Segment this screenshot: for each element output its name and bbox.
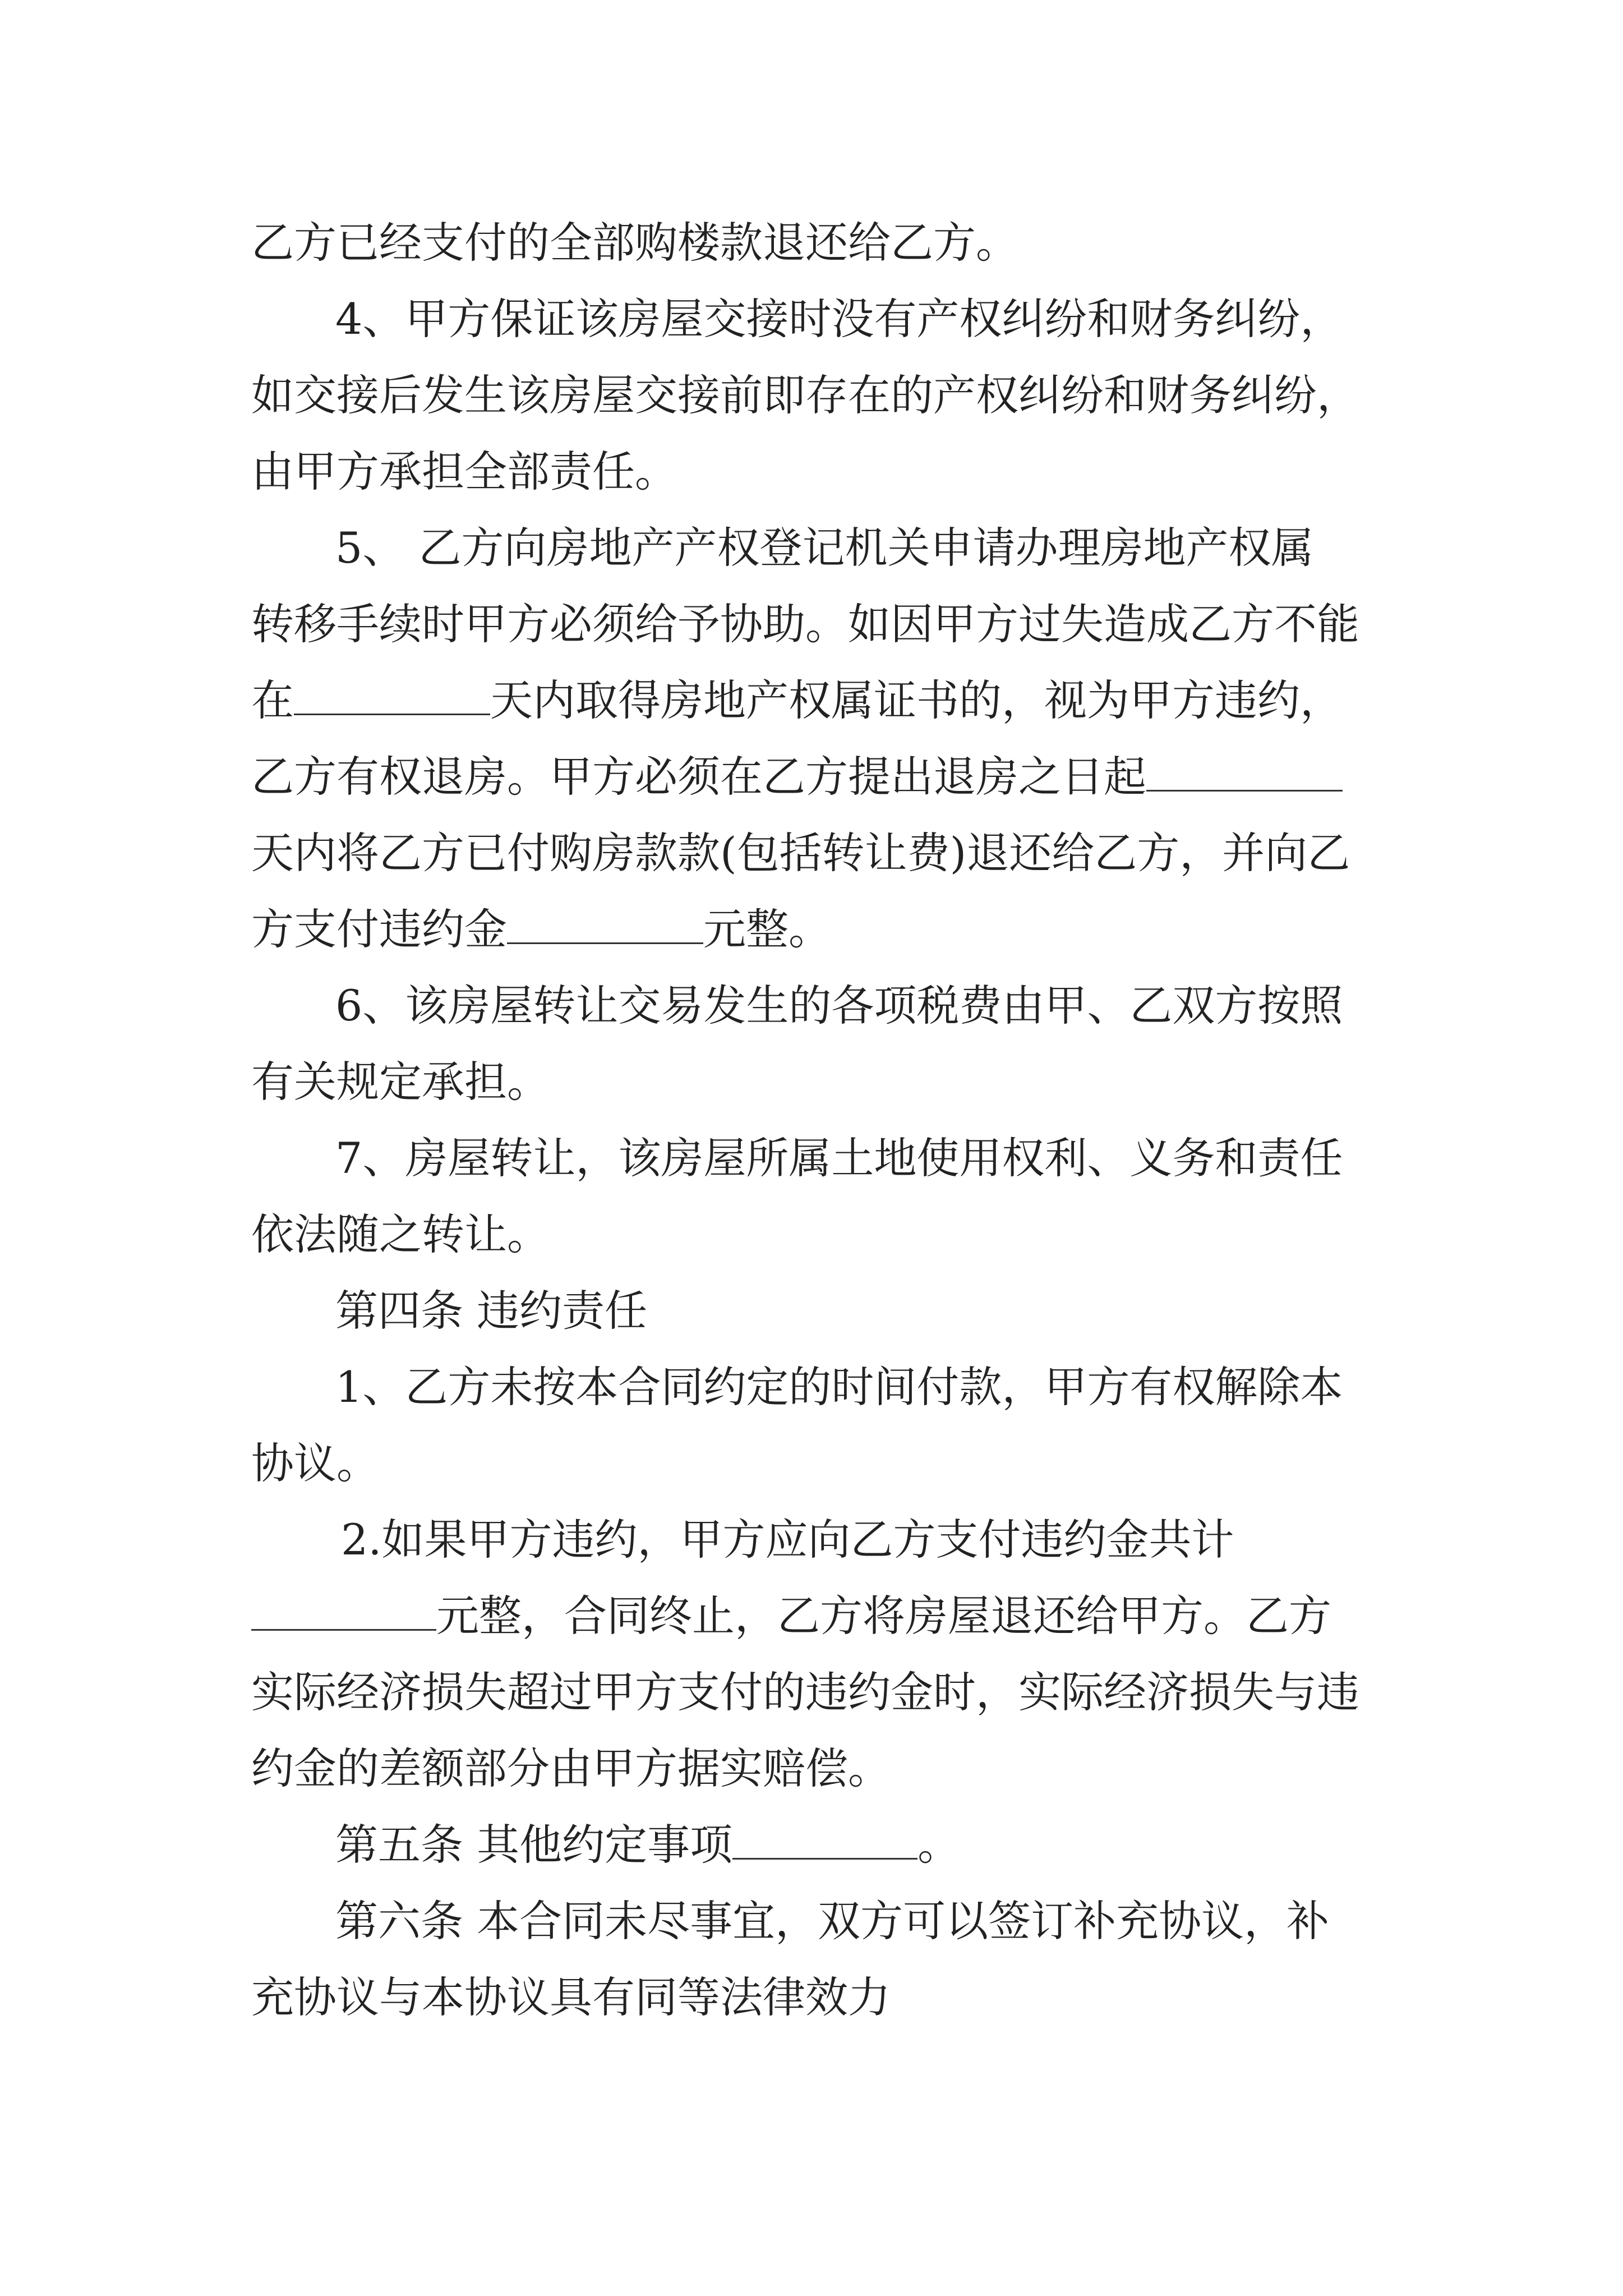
line-text: 天内取得房地产权属证书的，视为甲方违约， — [490, 675, 1343, 725]
article-5-line — [251, 1803, 1407, 1887]
line-text: 约金的差额部分由甲方据实赔偿。 — [251, 1743, 891, 1793]
line-text: 有关规定承担。 — [251, 1057, 550, 1107]
line-text: 元整，合同终止，乙方将房屋退还给甲方。乙方 — [436, 1591, 1331, 1641]
text-line — [251, 1650, 1407, 1734]
line-text: 乙方有权退房。甲方必须在乙方提出退房之日起 — [251, 752, 1146, 802]
article-6-line-1 — [251, 1879, 1407, 1963]
text-line — [251, 201, 1407, 285]
line-text: 5、 乙方向房地产产权登记机关申请办理房地产权属 — [335, 523, 1314, 573]
article-4-item-2 — [251, 1498, 1407, 1582]
line-text: 充协议与本协议具有同等法律效力 — [251, 1972, 891, 2022]
text-line — [251, 1955, 1407, 2040]
text-line — [251, 353, 1407, 438]
line-text: 第六条 本合同未尽事宜，双方可以签订补充协议，补 — [335, 1896, 1330, 1946]
line-text: 7、房屋转让，该房屋所属土地使用权利、义务和责任 — [335, 1133, 1343, 1183]
text-line — [251, 659, 1407, 743]
line-text: 。 — [917, 1820, 961, 1870]
line-text: 元整。 — [703, 904, 831, 954]
line-text: 如交接后发生该房屋交接前即存在的产权纠纷和财务纠纷， — [251, 370, 1359, 420]
text-line — [251, 1193, 1407, 1277]
fill-in-blank[interactable] — [251, 1595, 436, 1631]
text-line — [251, 1574, 1407, 1658]
line-text: 第五条 其他约定事项 — [335, 1820, 733, 1870]
line-text: 4、甲方保证该房屋交接时没有产权纠纷和财务纠纷， — [335, 294, 1343, 344]
text-line — [251, 1040, 1407, 1124]
clause-5-line-1 — [251, 506, 1407, 590]
line-text: 乙方已经支付的全部购楼款退还给乙方。 — [251, 218, 1018, 268]
line-text: 实际经济损失超过甲方支付的违约金时，实际经济损失与违 — [251, 1667, 1359, 1717]
fill-in-blank[interactable] — [507, 909, 703, 944]
text-line — [251, 1421, 1407, 1506]
line-text: 第四条 违约责任 — [335, 1286, 648, 1336]
line-text: 6、该房屋转让交易发生的各项税费由甲、乙双方按照 — [335, 981, 1343, 1030]
fill-in-blank[interactable] — [732, 1824, 917, 1860]
text-line — [251, 735, 1407, 819]
text-line — [251, 582, 1407, 666]
fill-in-blank[interactable] — [294, 680, 490, 715]
line-text: 协议。 — [251, 1438, 379, 1488]
text-line — [251, 430, 1407, 514]
line-text: 转移手续时甲方必须给予协助。如因甲方过失造成乙方不能 — [251, 599, 1359, 649]
article-4-item-1 — [251, 1345, 1407, 1429]
text-line — [251, 1727, 1407, 1811]
clause-4-line-1 — [251, 277, 1407, 361]
clause-7-line-1 — [251, 1116, 1407, 1200]
line-text: 2.如果甲方违约，甲方应向乙方支付违约金共计 — [341, 1515, 1234, 1565]
article-4-heading — [251, 1269, 1407, 1353]
line-text: 由甲方承担全部责任。 — [251, 447, 677, 496]
line-text: 1、乙方未按本合同约定的时间付款，甲方有权解除本 — [335, 1362, 1343, 1412]
text-line — [251, 811, 1407, 895]
clause-6-line-1 — [251, 964, 1407, 1048]
line-text: 在 — [251, 675, 294, 725]
text-line — [251, 887, 1407, 972]
line-text: 方支付违约金 — [251, 904, 507, 954]
line-text: 天内将乙方已付购房款款(包括转让费)退还给乙方，并向乙 — [251, 828, 1350, 878]
line-text: 依法随之转让。 — [251, 1209, 550, 1259]
fill-in-blank[interactable] — [1146, 756, 1343, 792]
